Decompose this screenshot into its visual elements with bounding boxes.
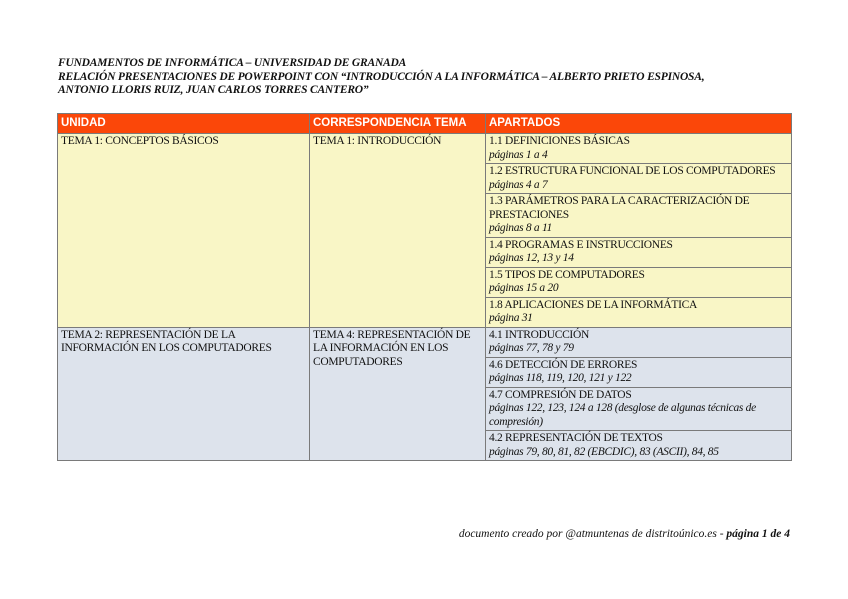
table-row <box>58 134 792 164</box>
column-header-unidad: UNIDAD <box>58 114 310 134</box>
unidad-cell: TEMA 1: CONCEPTOS BÁSICOS <box>58 134 310 328</box>
table-row <box>58 327 792 357</box>
apartado-cell <box>486 387 792 431</box>
apartado-pages: páginas 8 a 11 <box>489 222 552 234</box>
footer-credit: documento creado por @atmuntenas de distritoúnico.es - <box>458 528 727 540</box>
apartado-cell <box>486 327 792 357</box>
header-line-2: RELACIÓN PRESENTACIONES DE POWERPOINT CON “INTRODUCCIÓN A LA INFORMÁTICA – ALBERTO PRIETO ESPINOSA, <box>58 70 705 83</box>
apartado-pages: páginas 77, 78 y 79 <box>489 342 574 354</box>
header-line-3: ANTONIO LLORIS RUIZ, JUAN CARLOS TORRES CANTERO” <box>58 84 369 96</box>
apartado-title: 1.4 PROGRAMAS E INSTRUCCIONES <box>489 238 673 251</box>
apartado-pages: páginas 4 a 7 <box>489 178 548 191</box>
apartado-cell <box>486 357 792 387</box>
apartado-cell <box>486 134 792 164</box>
page-number: página 1 de 4 <box>726 528 790 540</box>
document-header <box>58 57 798 98</box>
apartado-pages: página 31 <box>489 312 533 324</box>
apartado-title: 4.2 REPRESENTACIÓN DE TEXTOS <box>489 432 663 444</box>
apartado-cell <box>486 194 792 238</box>
apartado-title: 1.3 PARÁMETROS PARA LA CARACTERIZACIÓN DE PRESTACIONES <box>489 195 750 221</box>
apartado-cell <box>486 267 792 297</box>
apartado-title: 1.1 DEFINICIONES BÁSICAS <box>489 135 630 147</box>
apartado-title: 1.2 ESTRUCTURA FUNCIONAL DE LOS COMPUTADORES <box>489 165 776 177</box>
apartado-cell <box>486 237 792 267</box>
column-header-correspondencia: CORRESPONDENCIA TEMA <box>310 114 486 134</box>
apartado-pages: páginas 122, 123, 124 a 128 (desglose de algunas técnicas de compresión) <box>489 402 756 428</box>
table-header-row <box>58 114 792 134</box>
apartado-title: 1.5 TIPOS DE COMPUTADORES <box>489 268 645 281</box>
apartado-pages: páginas 79, 80, 81, 82 (EBCDIC), 83 (ASCII), 84, 85 <box>489 445 719 458</box>
page-footer <box>459 528 790 540</box>
unidad-cell: TEMA 2: REPRESENTACIÓN DE LA INFORMACIÓN EN LOS COMPUTADORES <box>58 327 310 461</box>
apartado-title: 4.7 COMPRESIÓN DE DATOS <box>489 388 632 401</box>
apartado-pages: páginas 1 a 4 <box>489 148 548 161</box>
column-header-apartados: APARTADOS <box>486 114 792 134</box>
tema-cell: TEMA 1: INTRODUCCIÓN <box>310 134 486 328</box>
apartado-cell <box>486 431 792 461</box>
apartado-pages: páginas 15 a 20 <box>489 282 559 294</box>
topics-table <box>57 113 792 461</box>
apartado-title: 1.8 APLICACIONES DE LA INFORMÁTICA <box>489 298 697 311</box>
apartado-pages: páginas 12, 13 y 14 <box>489 252 574 264</box>
apartado-title: 4.6 DETECCIÓN DE ERRORES <box>489 358 638 371</box>
apartado-cell <box>486 297 792 327</box>
apartado-title: 4.1 INTRODUCCIÓN <box>489 328 589 341</box>
apartado-cell <box>486 164 792 194</box>
header-line-1: FUNDAMENTOS DE INFORMÁTICA – UNIVERSIDAD DE GRANADA <box>58 57 407 69</box>
tema-cell: TEMA 4: REPRESENTACIÓN DE LA INFORMACIÓN EN LOS COMPUTADORES <box>310 327 486 461</box>
apartado-pages: páginas 118, 119, 120, 121 y 122 <box>489 372 632 384</box>
